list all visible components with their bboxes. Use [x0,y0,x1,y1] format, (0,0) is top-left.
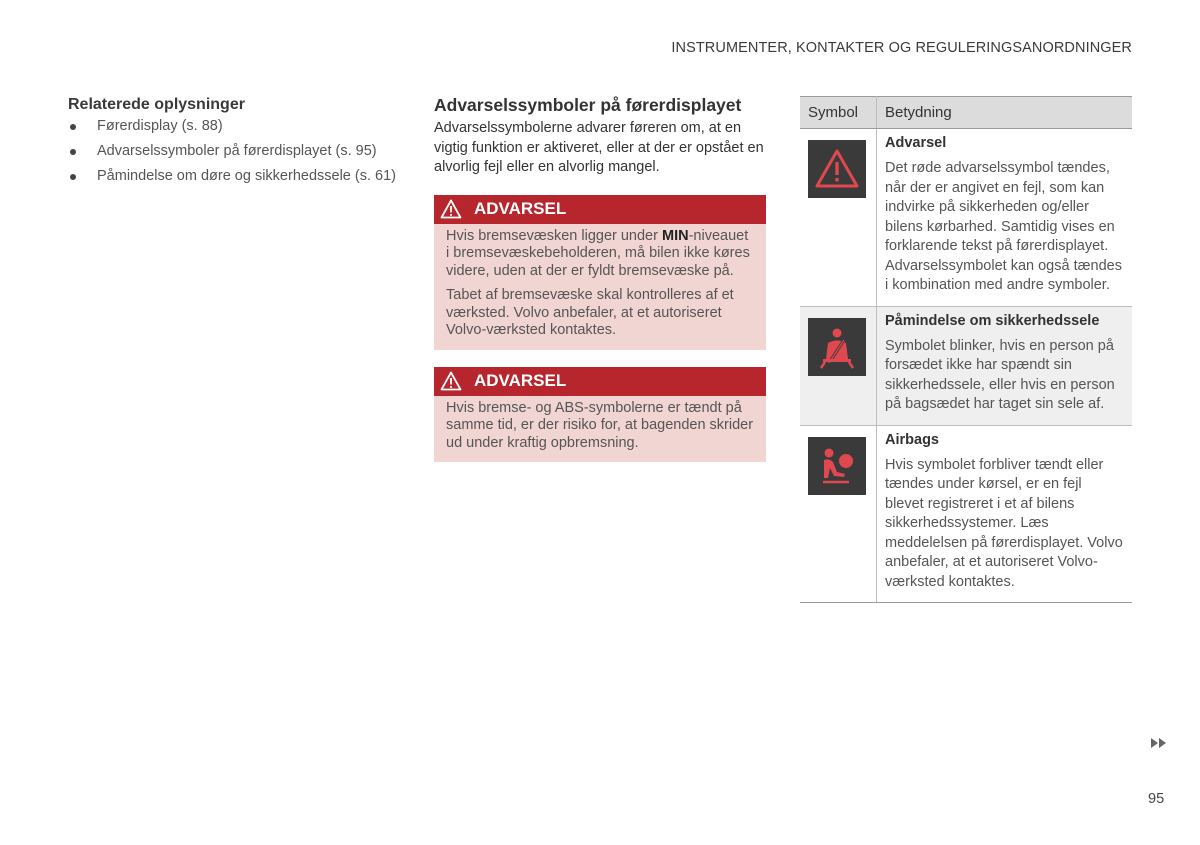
row-title: Advarsel [885,135,947,151]
seatbelt-reminder-icon [808,318,866,376]
warning-triangle-icon [440,371,462,391]
symbol-table [800,96,1132,603]
row-text: Symbolet blinker, hvis en person på forsædet ikke har spændt sin sikkerhedssele, eller hvis en person på bagsædet har taget sin sele af. [885,337,1115,412]
related-list [68,117,398,186]
symbol-cell [800,425,877,603]
double-arrow-right-icon[interactable] [1150,736,1168,754]
warning-text-bold: MIN [661,227,689,244]
warning-text: Hvis bremse- og ABS-symbolerne er tændt på samme tid, er der risiko for, at bagenden skrider ud under kraftig opbremsning. [446,399,754,451]
warning-body [434,224,766,350]
warning-box-header [434,367,766,396]
bullet-icon [70,174,76,180]
warning-symbols-section [434,95,766,462]
table-row [800,306,1132,425]
warning-text-part: -niveauet i bremsevæskebeholderen, må bilen ikke køres videre, uden at der er fyldt bremsevæske på. [446,227,750,279]
bullet-icon [70,149,76,155]
column-header-meaning: Betydning [877,97,1133,129]
table-row [800,425,1132,603]
bullet-icon [70,124,76,130]
meaning-cell [877,425,1133,603]
warning-box [434,195,766,350]
related-item-label: Førerdisplay (s. 88) [97,118,223,134]
warning-label: ADVARSEL [474,199,567,218]
page-number: 95 [1148,791,1165,807]
section-heading: Advarselssymboler på førerdisplayet [434,95,742,115]
warning-body [434,396,766,463]
row-text: Det røde advarselssymbol tændes, når der er angivet en fejl, som kan indvirke på sikkerheden og/eller bilens kørbarhed. Samtidig vises en forklarende tekst på førerdisplayet. Advarselssymbolet kan også tændes i kombination med andre symboler. [885,160,1122,293]
airbag-icon [808,437,866,495]
row-text: Hvis symbolet forbliver tændt eller tændes under kørsel, er en fejl blevet registreret i et af bilens sikkerhedssystemer. Læs meddelelsen på førerdisplayet. Volvo anbefaler, at et autoriseret Volvo-værksted kontaktes. [885,456,1123,590]
symbol-cell [800,306,877,425]
warning-box [434,367,766,463]
warning-triangle-icon [440,199,462,219]
related-item-label: Advarselssymboler på førerdisplayet (s. 95) [97,143,377,159]
symbol-cell [800,129,877,307]
column-header-symbol: Symbol [800,97,877,129]
meaning-cell [877,129,1133,307]
warning-box-header [434,195,766,224]
running-header: INSTRUMENTER, KONTAKTER OG REGULERINGSANORDNINGER [671,40,1132,56]
table-header-row [800,97,1132,129]
row-title: Påmindelse om sikkerhedssele [885,312,1100,329]
warning-text [446,228,754,281]
section-intro: Advarselssymbolerne advarer føreren om, at en vigtig funktion er aktiveret, eller at der er opstået en alvorlig fejl eller en alvorlig mangel. [434,120,764,175]
meaning-cell [877,306,1133,425]
warning-text: Tabet af bremsevæske skal kontrolleres af et værksted. Volvo anbefaler, at et autoriseret Volvo-værksted kontaktes. [446,287,734,338]
related-item-label: Påmindelse om døre og sikkerhedssele (s. 61) [97,168,396,184]
row-title: Airbags [885,431,939,448]
related-item[interactable] [68,117,398,136]
warning-label: ADVARSEL [474,371,567,390]
table-row [800,129,1132,307]
warning-text-part: Hvis bremsevæsken ligger under [446,227,662,244]
related-info [68,95,398,186]
related-heading: Relaterede oplysninger [68,96,245,113]
related-item[interactable] [68,142,398,161]
related-item[interactable] [68,167,398,186]
warning-triangle-icon [808,140,866,198]
